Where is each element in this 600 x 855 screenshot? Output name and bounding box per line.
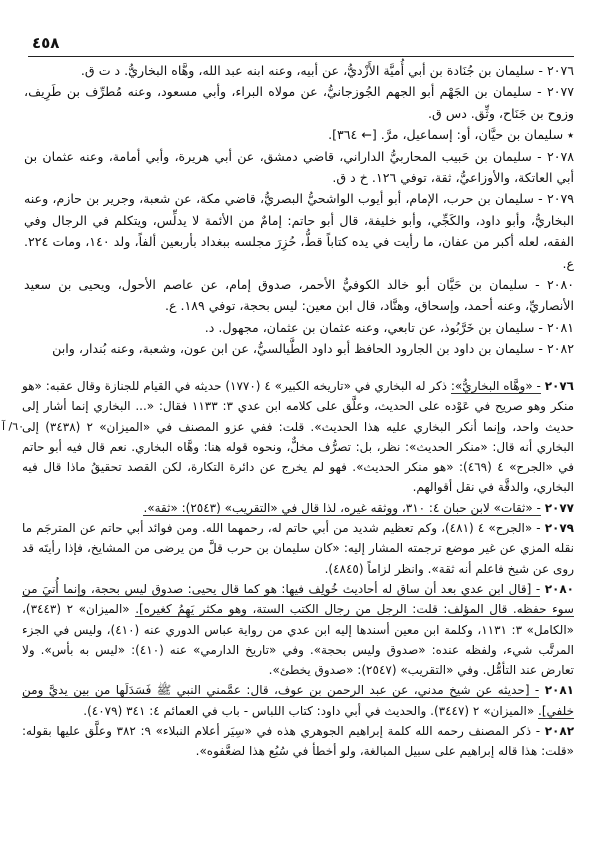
footnote-text: «الميزان» ٢ (٣٤٤٣)، «الكامل» ٣: ١١٣١، وكلمة ابن معين أسندها إليه ابن عدي من رواية عباس الدوري عنه (٤١٠)، وليس في الجزء المرتَّب شيء، ولفظه عنده: «صدوق وليس بحجة». وفي «تاريخ الدارمي» عنه (٤١٠): «ليس به بأس». ولا تعارض عند التأمُّل. وفي «التقريب» (٢٥٤٧): «صدوق يخطئ». xyxy=(22,602,574,678)
entry-2080: ٢٠٨٠ - سليمان بن حَيَّان أبو خالد الكوفيُّ الأحمر، صدوق إمام، عن عاصم الأحول، ويحيى بن سعيد الأنصاريِّ، وعنه أحمد، وإسحاق، وهنَّاد، قال ابن معين: ليس بحجة، توفي ١٨٩. ع. xyxy=(24,277,574,314)
footnote-number: ٢٠٨٢ xyxy=(544,724,575,739)
footnote-2076 xyxy=(22,376,574,498)
footnote-lead: - «الجرح» ٤ (٤٨١)، وكم تعظيم شديد من أبي حاتم له، رحمهما الله. ومن فوائد أبي حاتم عن المترجَم ما xyxy=(22,521,541,536)
entry-2079: ٢٠٧٩ - سليمان بن حرب، الإمام، أبو أيوب الواشحيُّ البصريُّ، قاضي مكة، عن شعبة، وجرير بن حازم، وعنه البخاريُّ، وأبو داود، والكَجِّي، وأبو خليفة، قال أبو حاتم: إمامٌ من الأئمة لا يدلِّس، ويتكلم في الرجال وفي الفقه، لعله أكبر من عفان، ما رأيت في يده كتاباً قطُّ، حُزِرَ مجلسه ببغداد بأربعين ألفاً، ولد ١٤٠، ومات ٢٢٤. ع. xyxy=(24,191,574,271)
footnote-2081 xyxy=(22,680,574,721)
entry-2078: ٢٠٧٨ - سليمان بن حَبيب المحاربيُّ الداراني، قاضي دمشق، عن أبي هريرة، وأبي أمامة، وعنه عثمان بن أبي العاتكة، والأوزاعيُّ، ثقة، توفي ١٢٦. خ د ق. xyxy=(24,148,574,186)
entry-cross-reference: ٭ سليمان بن حيَّان، أو: إسماعيل، مرَّ. [← ٣٦٤]. xyxy=(328,127,574,143)
entry-2077: ٢٠٧٧ - سليمان بن الجَهْم أبو الجهم الجُوزجانيُّ، عن مولاه البراء، وأبي مسعود، وعنه مُطرِّف بن طَرِيف، وزوح بن جَنَاح، وثِّق. دس ق. xyxy=(24,84,574,121)
footnote-lead: - ذكر المصنف رحمه الله كلمة إبراهيم الجوهري هذه في «سِيَر أعلام النبلاء» ٩: ٣٨٢ وعلَّق عليها بقوله: xyxy=(22,724,541,739)
footnote-2079 xyxy=(22,518,574,579)
footnote-number: ٢٠٧٩ xyxy=(544,521,574,536)
footnote-text: «الميزان» ٢ (٣٤٤٧). والحديث في أبي داود: كتاب اللباس - باب في العمائم ٤: ٣٤١ (٤٠٧٩). xyxy=(83,703,535,718)
footnote-number: ٢٠٨١ xyxy=(544,683,574,698)
entry-2082: ٢٠٨٢ - سليمان بن داود بن الجارود الحافظ أبو داود الطَّيالسيُّ، عن ابن عون، وشعبة، وعنه بُندار، وابن xyxy=(52,341,574,357)
footnote-text: نقله المزي عن غير موضع ترجمته المشار إليه: «كان سليمان بن حرب قلَّ من يرضى من المشايخ، فإذا رأيتَه قد روى عن شيخ فاعلم أنه ثقة». وانظر لزاماً (٤٨٤٥). xyxy=(22,541,574,576)
entry-2076: ٢٠٧٦ - سليمان بن جُنَادة بن أبي أُميَّة الأَزْديُّ، عن أبيه، وعنه ابنه عبد الله، وهَّاه البخاريُّ. د ت ق. xyxy=(80,63,574,78)
header-rule xyxy=(28,56,574,57)
footnote-2082 xyxy=(22,721,574,762)
entry-2081: ٢٠٨١ - سليمان بن خَرَّبُوذ، عن تابعي، وعنه عثمان بن عثمان، مجهول. د. xyxy=(204,319,574,335)
page-number: ٤٥٨ xyxy=(32,34,60,52)
footnote-lead: - «وهَّاه البخاريُّ»: xyxy=(450,379,541,393)
footnote-lead: - «ثقات» لابن حبان ٤: ٣١٠، ووثقه غيره، لذا قال في «التقريب» (٢٥٤٣): «ثقة». xyxy=(143,500,541,515)
footnote-number: ٢٠٨٠ xyxy=(544,581,574,596)
footnote-lead: - [حديثه عن شيخ مدني، عن عبد الرحمن بن عوف، قال: عمَّمني النبي ﷺ فَسَدَلَها من بين يديَّ ومن خلفي]. xyxy=(22,683,574,718)
footnote-number: ٢٠٧٦ xyxy=(544,379,574,393)
footnote-lead: - [قال ابن عدي بعد أن ساق له أحاديث خُولِف فيها: هو كما قال يحيى: صدوق ليس بحجة، وإنما أُتيَ من سوء حفظه. قال المؤلف: قلت: الرجل من رجال الكتب الستة، وهو مكثر يَهِمُ كغيره]. xyxy=(22,581,574,617)
footnote-text: ذكر له البخاري في «تاريخه الكبير» ٤ (١٧٧٠) حديثه في القيام للجنازة وقال عقبه: «هو منكر وهو صريح في عَوْده على الحديث، وعلَّق على كلامه ابن عدي ٣: ١١٣٣ فقال: «... البخاري إنما أشار إلى حديث واحد، وإنما أنكر البخاري عليه هذا الحديث». قلت: ففي عزو المصنف في «الميزان» ٢ (٣٤٣٨) إلى البخاري أنه قال: «منكر الحديث»: نظر، بل: تصرُّف مخلٌّ، ونحوه قوله هنا: وهَّاه البخاري. نعم قال فيه أبو حاتم في «الجرح» ٤ (٤٦٩): «هو منكر الحديث». فهو لم يخرج عن دائرة التكارة، لكن القصد تحقيقُ ماذا قال فيه البخاري، والدقَّة في نقل أقوالهم. xyxy=(22,379,575,495)
footnote-number: ٢٠٧٧ xyxy=(544,500,574,515)
footnote-text: «قلت: هذا قاله إبراهيم على سبيل المبالغة، ولو أخطأ في سُبُع هذا لضعَّفوه». xyxy=(195,744,574,759)
footnote-2077 xyxy=(22,498,574,518)
footnotes-section xyxy=(22,376,574,762)
biographical-entries xyxy=(24,60,574,360)
footnote-2080 xyxy=(22,579,574,680)
margin-manuscript-mark: ٦٠/ آ xyxy=(2,420,25,433)
